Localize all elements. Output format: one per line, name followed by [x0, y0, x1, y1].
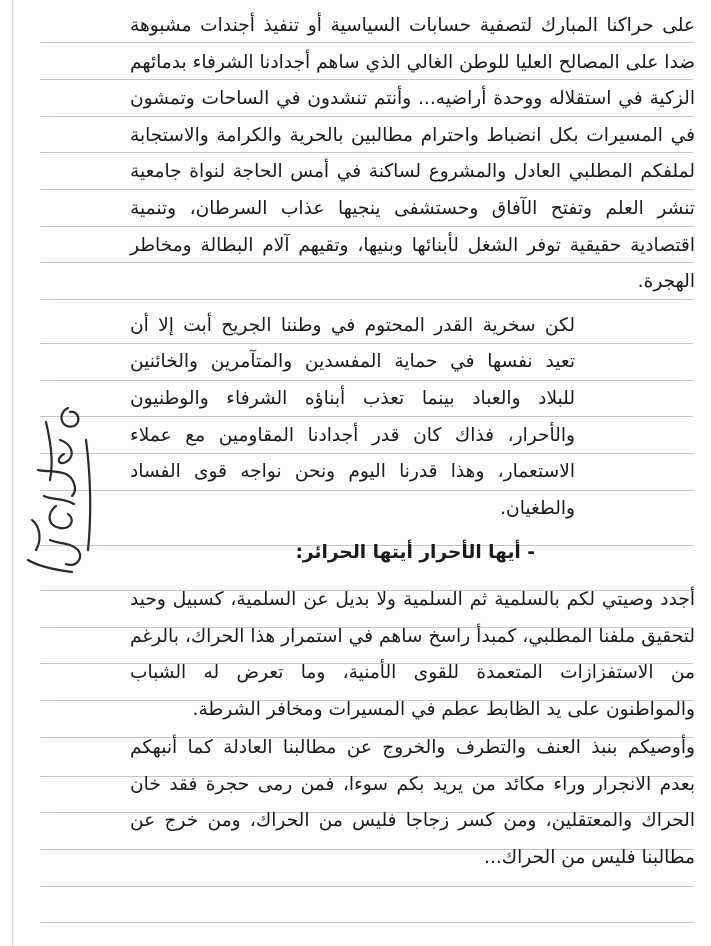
page-margin-line	[12, 0, 13, 946]
letter-paragraph: أجدد وصيتي لكم بالسلمية ثم السلمية ولا بديل عن السلمية، كسبيل وحيد لتحقيق ملفنا المطلبي، كمبدأ راسخ ساهم في استمرار هذا الحراك، بالرغم من الاستفزازات المتعمدة للقوى الأمنية، وما تعرض له الشباب والمواطنون على يد الظابط عطم في المسيرات ومخافر الشرطة.	[130, 588, 695, 720]
letter-paragraph: على حراكنا المبارك لتصفية حسابات السياسية أو تنفيذ أجندات مشبوهة ضدا على المصالح العليا للوطن الغالي الذي ساهم أجدادنا الشرفاء بدمائهم الزكية في استقلاله ووحدة أراضيه... وأنتم تنشدون في الساحات وتمشون في المسيرات بكل انضباط واحترام مطالبين بالحرية والكرامة والاستجابة لملفكم المطلبي العادل والمشروع لساكنة في أمس الحاجة لنواة جامعية تنشر العلم وتفتح الآفاق وحستشفى ينجيها عذاب السرطان، وتنمية اقتصادية حقيقية توفر الشغل لأبنائها وبنيها، وتقيهم آلام البطالة ومخاطر الهجرة.	[130, 15, 695, 293]
handwritten-signature	[16, 400, 108, 580]
letter-body	[130, 8, 695, 877]
letter-paragraph: لكن سخرية القدر المحتوم في وطننا الجريح أبت إلا أن تعيد نفسها في حماية المفسدين والمتآمرين والخائنين للبلاد والعباد بينما تعذب أبناؤه الشرفاء والوطنيون والأحرار، فذاك كان قدر أجدادنا المقاومين مع عملاء الاستعمار، وهذا قدرنا اليوم ونحن نواجه قوى الفساد والطغيان.	[130, 314, 575, 519]
ruled-line	[40, 886, 693, 887]
signature-icon	[16, 400, 108, 580]
letter-heading: - أيها الأحرار أيتها الحرائر:	[295, 542, 535, 564]
ruled-line	[40, 922, 693, 923]
letter-paragraph: وأوصيكم بنبذ العنف والتطرف والخروج عن مطالبنا العادلة كما أنبهكم بعدم الانجرار وراء مكائد من يريد بكم سوءا، فمن رمى حجرة فقد خان الحراك والمعتقلين، ومن كسر زجاجا فليس من الحراك، ومن خرج عن مطالبنا فليس من الحراك...	[130, 737, 695, 869]
